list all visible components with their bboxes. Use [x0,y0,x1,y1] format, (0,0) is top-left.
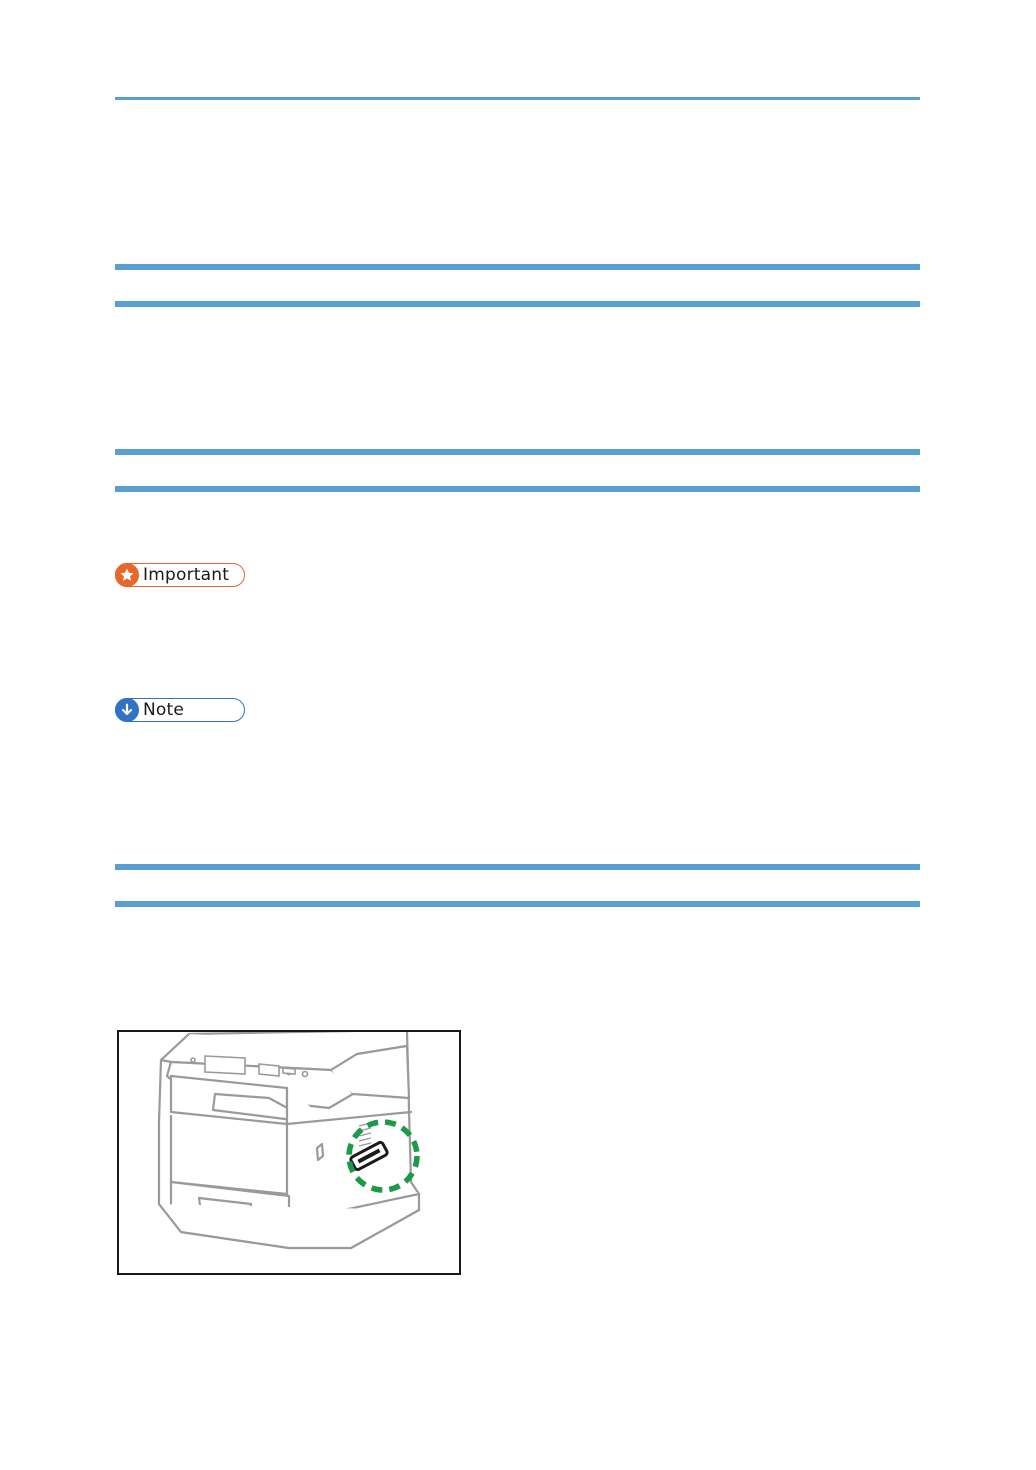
top-divider [115,97,920,100]
section-divider-1-bottom [115,301,920,307]
note-label: Note [143,700,185,720]
note-callout [115,698,245,722]
important-label: Important [143,565,230,585]
printer-figure [117,1030,461,1275]
arrow-down-icon [115,698,139,722]
section-divider-1-top [115,264,920,270]
important-callout [115,563,245,587]
section-divider-2-bottom [115,486,920,492]
star-icon [115,563,139,587]
section-divider-2-top [115,449,920,455]
section-divider-3-bottom [115,901,920,907]
printer-illustration [119,1032,459,1273]
section-divider-3-top [115,864,920,870]
